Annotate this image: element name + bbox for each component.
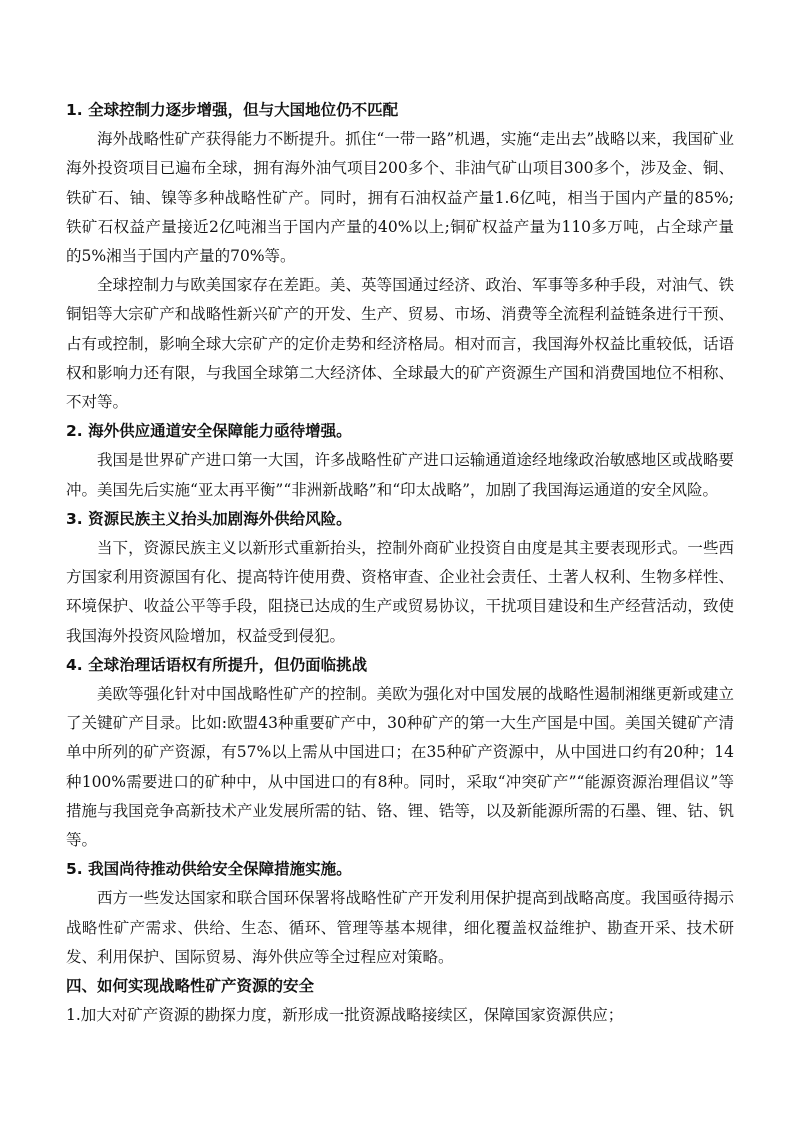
chapter-4-item-1: 1.加大对矿产资源的勘探力度，新形成一批资源战略接续区，保障国家资源供应；: [66, 1006, 624, 1025]
section-2-heading: 2. 海外供应通道安全保障能力亟待增强。: [66, 422, 352, 441]
section-2-paragraph-1: 我国是世界矿产进口第一大国，许多战略性矿产进口运输通道途经地缘政治敏感地区或战略要冲。美国先后实施“亚太再平衡”“非洲新战略”和“印太战略”，加剧了我国海运通道的安全风险。: [66, 451, 734, 499]
section-5-heading: 5. 我国尚待推动供给安全保障措施实施。: [66, 860, 352, 879]
section-5-paragraph-1: 西方一些发达国家和联合国环保署将战略性矿产开发利用保护提高到战略高度。我国亟待揭示战略性矿产需求、供给、生态、循环、管理等基本规律，细化覆盖权益维护、勘查开采、技术研发、利用保护、国际贸易、海外供应等全过程应对策略。: [66, 889, 734, 966]
section-4-heading: 4. 全球治理话语权有所提升，但仍面临挑战: [66, 655, 368, 674]
section-3-heading: 3. 资源民族主义抬头加剧海外供给风险。: [66, 509, 352, 528]
section-1-paragraph-1: 海外战略性矿产获得能力不断提升。抓住“一带一路”机遇，实施“走出去”战略以来，我国矿业海外投资项目已遍布全球，拥有海外油气项目200多个、非油气矿山项目300多个，涉及金、铜、铁矿石、铀、镍等多种战略性矿产。同时，拥有石油权益产量1.6亿吨，相当于国内产量的85%;铁矿石权益产量接近2亿吨湘当于国内产量的40%以上;铜矿权益产量为110多万吨，占全球产量的5%湘当于国内产量的70%等。: [66, 130, 734, 266]
section-1-heading: 1. 全球控制力逐步增强，但与大国地位仍不匹配: [66, 101, 399, 119]
section-4-paragraph-1: 美欧等强化针对中国战略性矿产的控制。美欧为强化对中国发展的战略性遏制湘继更新或建立了关键矿产目录。比如:欧盟43种重要矿产中，30种矿产的第一大生产国是中国。美国关键矿产清单中所列的矿产资源，有57%以上需从中国进口；在35种矿产资源中，从中国进口约有20种；14种100%需要进口的矿种中，从中国进口的有8种。同时，采取“冲突矿产”“能源资源治理倡议”等措施与我国竞争高新技术产业发展所需的钴、铬、锂、锆等，以及新能源所需的石墨、锂、钴、钒等。: [66, 685, 734, 850]
section-1-paragraph-2: 全球控制力与欧美国家存在差距。美、英等国通过经济、政治、军事等多种手段，对油气、铁铜铝等大宗矿产和战略性新兴矿产的开发、生产、贸易、市场、消费等全流程利益链条进行干预、占有或控制，影响全球大宗矿产的定价走势和经济格局。相对而言，我国海外权益比重较低，话语权和影响力还有限，与我国全球第二大经济体、全球最大的矿产资源生产国和消费国地位不相称、不对等。: [66, 276, 734, 412]
chapter-4-heading: 四、如何实现战略性矿产资源的安全: [66, 977, 315, 996]
section-3-paragraph-1: 当下，资源民族主义以新形式重新抬头，控制外商矿业投资自由度是其主要表现形式。一些西方国家利用资源国有化、提高特许使用费、资格审查、企业社会责任、土著人权利、生物多样性、环境保护、收益公平等手段，阻挠已达成的生产或贸易协议，干扰项目建设和生产经营活动，致使我国海外投资风险增加，权益受到侵犯。: [66, 539, 734, 645]
